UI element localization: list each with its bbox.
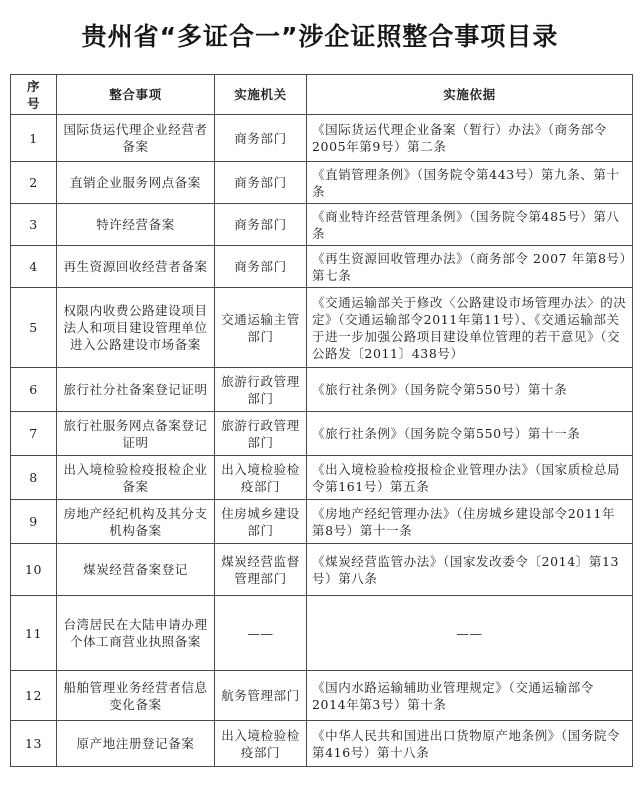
row-no: 9 <box>11 500 57 544</box>
table-row <box>11 412 633 456</box>
row-basis: 《煤炭经营监管办法》（国家发改委令〔2014〕第13号）第八条 <box>307 544 633 596</box>
row-item: 旅行社分社备案登记证明 <box>57 368 215 412</box>
row-item: 房地产经纪机构及其分支机构备案 <box>57 500 215 544</box>
table-row <box>11 368 633 412</box>
row-item: 直销企业服务网点备案 <box>57 162 215 204</box>
table-row <box>11 204 633 246</box>
row-no: 10 <box>11 544 57 596</box>
row-basis: 《再生资源回收管理办法》（商务部令 2007 年第8号）第七条 <box>307 246 633 288</box>
header-basis: 实施依据 <box>307 75 633 115</box>
row-item: 再生资源回收经营者备案 <box>57 246 215 288</box>
row-no: 12 <box>11 671 57 721</box>
row-agency: —— <box>215 596 307 671</box>
row-no: 3 <box>11 204 57 246</box>
page-title: 贵州省“多证合一”涉企证照整合事项目录 <box>81 22 559 51</box>
row-item: 旅行社服务网点备案登记证明 <box>57 412 215 456</box>
row-basis: 《直销管理条例》（国务院令第443号）第九条、第十条 <box>307 162 633 204</box>
row-basis: —— <box>307 596 633 671</box>
header-item: 整合事项 <box>57 75 215 115</box>
row-no: 13 <box>11 721 57 767</box>
row-agency: 住房城乡建设部门 <box>215 500 307 544</box>
row-item: 国际货运代理企业经营者备案 <box>57 115 215 162</box>
row-no: 6 <box>11 368 57 412</box>
row-agency: 旅游行政管理部门 <box>215 412 307 456</box>
table-row <box>11 500 633 544</box>
row-agency: 航务管理部门 <box>215 671 307 721</box>
row-basis: 《房地产经纪管理办法》（住房城乡建设部令2011年第8号）第十一条 <box>307 500 633 544</box>
row-agency: 交通运输主管部门 <box>215 288 307 368</box>
table-row <box>11 671 633 721</box>
row-no: 7 <box>11 412 57 456</box>
row-item: 特许经营备案 <box>57 204 215 246</box>
row-basis: 《出入境检验检疫报检企业管理办法》（国家质检总局令第161号）第五条 <box>307 456 633 500</box>
row-agency: 商务部门 <box>215 162 307 204</box>
directory-table <box>10 74 633 767</box>
row-agency: 出入境检验检疫部门 <box>215 721 307 767</box>
row-agency: 旅游行政管理部门 <box>215 368 307 412</box>
row-no: 4 <box>11 246 57 288</box>
row-no: 8 <box>11 456 57 500</box>
row-item: 台湾居民在大陆申请办理个体工商营业执照备案 <box>57 596 215 671</box>
row-basis: 《国际货运代理企业备案（暂行）办法》（商务部令2005年第9号）第二条 <box>307 115 633 162</box>
row-basis: 《交通运输部关于修改〈公路建设市场管理办法〉的决定》（交通运输部令2011年第11号）、《交通运输部关于进一步加强公路项目建设单位管理的若干意见》（交公路发〔2011〕438号） <box>307 288 633 368</box>
header-no-line1: 序 <box>26 78 41 94</box>
table-row <box>11 246 633 288</box>
row-item: 原产地注册登记备案 <box>57 721 215 767</box>
row-basis: 《旅行社条例》（国务院令第550号）第十一条 <box>307 412 633 456</box>
header-agency: 实施机关 <box>215 75 307 115</box>
row-item: 出入境检验检疫报检企业备案 <box>57 456 215 500</box>
row-agency: 商务部门 <box>215 246 307 288</box>
table-row <box>11 544 633 596</box>
row-no: 1 <box>11 115 57 162</box>
row-item: 权限内收费公路建设项目法人和项目建设管理单位进入公路建设市场备案 <box>57 288 215 368</box>
row-item: 煤炭经营备案登记 <box>57 544 215 596</box>
row-basis: 《商业特许经营管理条例》（国务院令第485号）第八条 <box>307 204 633 246</box>
row-no: 2 <box>11 162 57 204</box>
table-row <box>11 721 633 767</box>
row-agency: 煤炭经营监督管理部门 <box>215 544 307 596</box>
row-basis: 《旅行社条例》（国务院令第550号）第十条 <box>307 368 633 412</box>
row-basis: 《中华人民共和国进出口货物原产地条例》（国务院令第416号）第十八条 <box>307 721 633 767</box>
row-no: 5 <box>11 288 57 368</box>
header-no <box>11 75 57 115</box>
table-row <box>11 456 633 500</box>
header-no-line2: 号 <box>26 95 41 111</box>
table-row <box>11 162 633 204</box>
row-agency: 商务部门 <box>215 115 307 162</box>
table-row <box>11 288 633 368</box>
table-row <box>11 596 633 671</box>
table-header-row <box>11 75 633 115</box>
row-basis: 《国内水路运输辅助业管理规定》（交通运输部令2014年第3号）第十条 <box>307 671 633 721</box>
row-item: 船舶管理业务经营者信息变化备案 <box>57 671 215 721</box>
row-agency: 商务部门 <box>215 204 307 246</box>
row-agency: 出入境检验检疫部门 <box>215 456 307 500</box>
table-row <box>11 115 633 162</box>
row-no: 11 <box>11 596 57 671</box>
